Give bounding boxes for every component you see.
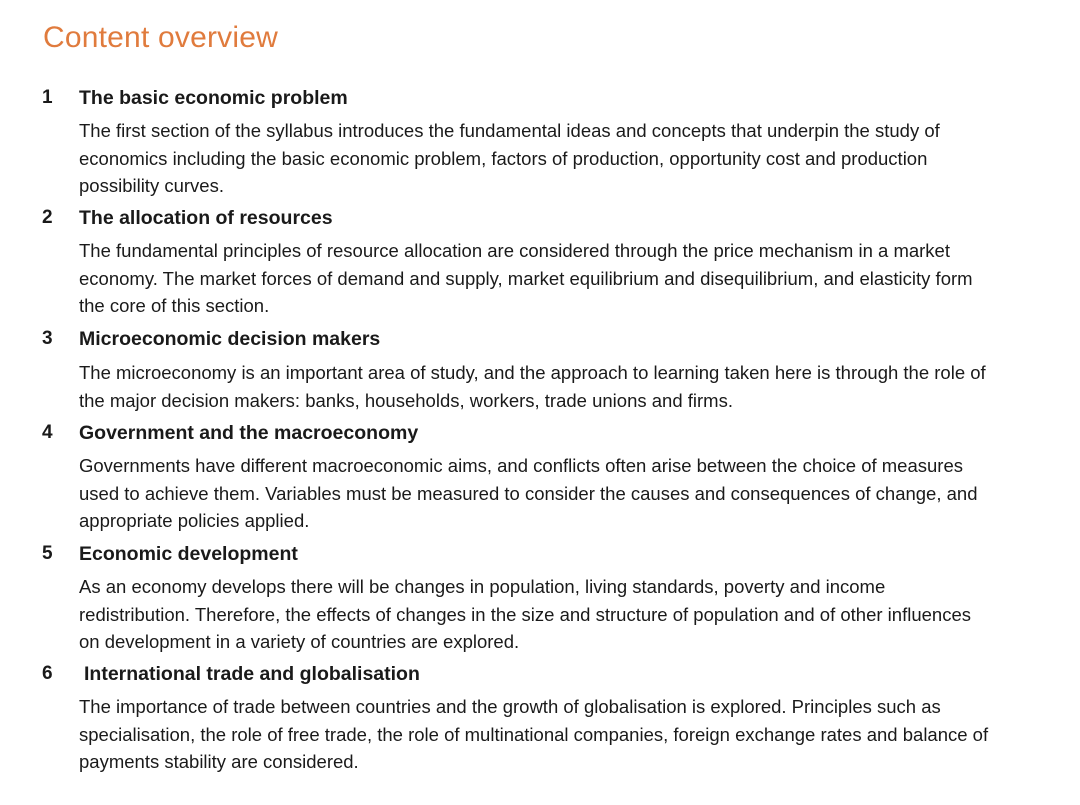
section-heading: Government and the macroeconomy bbox=[79, 422, 419, 444]
section-heading: Economic development bbox=[79, 543, 298, 565]
section-number: 3 bbox=[42, 328, 53, 349]
section-heading: Microeconomic decision makers bbox=[79, 328, 381, 350]
description-line: The importance of trade between countries and the growth of globalisation is explored. Principles such as bbox=[79, 696, 941, 717]
section-number: 5 bbox=[42, 543, 53, 564]
description-line: economy. The market forces of demand and supply, market equilibrium and disequilibrium, and elasticity form bbox=[79, 267, 973, 289]
description-line: specialisation, the role of free trade, the role of multinational companies, foreign exchange rates and balance of bbox=[79, 723, 989, 745]
section-number: 4 bbox=[42, 422, 53, 443]
description-line: payments stability are considered. bbox=[79, 751, 359, 772]
description-line: redistribution. Therefore, the effects of changes in the size and structure of population and of other influences bbox=[79, 603, 971, 625]
section-heading: International trade and globalisation bbox=[84, 663, 420, 685]
description-line: economics including the basic economic problem, factors of production, opportunity cost and production bbox=[79, 147, 928, 169]
section-description bbox=[79, 237, 1064, 320]
section-description bbox=[79, 117, 1064, 200]
description-line: As an economy develops there will be changes in population, living standards, poverty and income bbox=[79, 576, 886, 597]
description-line: possibility curves. bbox=[79, 175, 224, 196]
description-line: the major decision makers: banks, households, workers, trade unions and firms. bbox=[79, 389, 733, 411]
section-description bbox=[79, 359, 1064, 414]
section-description bbox=[79, 573, 1064, 656]
description-line: The first section of the syllabus introduces the fundamental ideas and concepts that underpin the study of bbox=[79, 120, 940, 141]
description-line: Governments have different macroeconomic aims, and conflicts often arise between the choice of measures bbox=[79, 455, 963, 476]
description-line: the core of this section. bbox=[79, 295, 270, 316]
section-description bbox=[79, 452, 1064, 535]
section-description bbox=[79, 693, 1064, 776]
description-line: used to achieve them. Variables must be measured to consider the causes and consequences of change, and bbox=[79, 482, 978, 504]
description-line: The fundamental principles of resource allocation are considered through the price mechanism in a market bbox=[79, 240, 950, 261]
section-number: 6 bbox=[42, 663, 53, 684]
description-line: appropriate policies applied. bbox=[79, 510, 310, 531]
section-number: 2 bbox=[42, 207, 53, 228]
section-number: 1 bbox=[42, 87, 53, 108]
description-line: The microeconomy is an important area of study, and the approach to learning taken here is through the role of bbox=[79, 362, 986, 383]
description-line: on development in a variety of countries are explored. bbox=[79, 631, 520, 652]
page-title: Content overview bbox=[43, 21, 278, 54]
section-heading: The basic economic problem bbox=[79, 87, 348, 109]
section-heading: The allocation of resources bbox=[79, 207, 333, 229]
